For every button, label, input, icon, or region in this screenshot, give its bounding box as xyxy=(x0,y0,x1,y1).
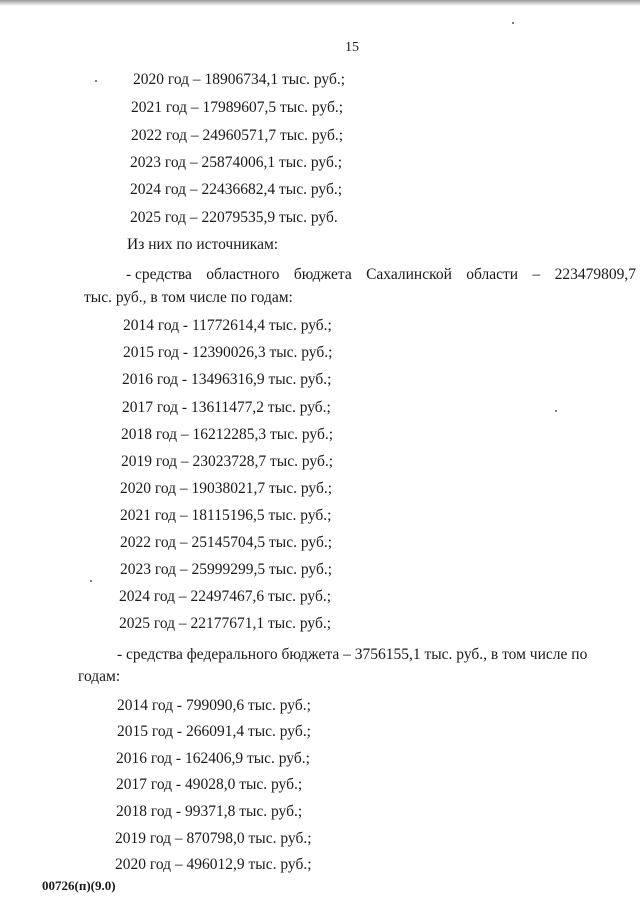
regional-year-line: 2019 год – 23023728,7 тыс. руб.; xyxy=(121,453,334,470)
regional-year-line: 2014 год - 11772614,4 тыс. руб.; xyxy=(123,317,332,334)
regional-year-line: 2015 год - 12390026,3 тыс. руб.; xyxy=(123,344,333,361)
federal-year-line: 2016 год - 162406,9 тыс. руб.; xyxy=(116,750,310,767)
federal-year-line: 2017 год - 49028,0 тыс. руб.; xyxy=(116,776,303,793)
federal-year-line: 2019 год – 870798,0 тыс. руб.; xyxy=(115,830,312,847)
scan-speck xyxy=(95,80,97,82)
scan-speck xyxy=(90,580,92,582)
total-year-line: 2020 год – 18906734,1 тыс. руб.; xyxy=(133,71,346,88)
sources-heading: Из них по источникам: xyxy=(127,236,279,253)
total-year-line: 2024 год – 22436682,4 тыс. руб.; xyxy=(130,181,343,198)
regional-budget-line2: тыс. руб., в том числе по годам: xyxy=(84,289,293,306)
regional-year-line: 2018 год – 16212285,3 тыс. руб.; xyxy=(121,426,334,443)
word: 223479809,7 xyxy=(554,266,636,283)
total-year-line: 2021 год – 17989607,5 тыс. руб.; xyxy=(131,99,344,116)
federal-year-line: 2018 год - 99371,8 тыс. руб.; xyxy=(116,803,303,820)
word: бюджета xyxy=(293,266,352,283)
word: областного xyxy=(206,266,280,283)
word: области xyxy=(466,266,519,283)
scan-speck xyxy=(512,22,514,24)
regional-year-line: 2023 год – 25999299,5 тыс. руб.; xyxy=(120,561,333,578)
regional-year-line: 2021 год – 18115196,5 тыс. руб.; xyxy=(120,507,332,524)
total-year-line: 2022 год – 24960571,7 тыс. руб.; xyxy=(131,127,344,144)
total-year-line: 2023 год – 25874006,1 тыс. руб.; xyxy=(130,154,343,171)
federal-year-line: 2014 год - 799090,6 тыс. руб.; xyxy=(117,697,311,714)
regional-year-line: 2017 год - 13611477,2 тыс. руб.; xyxy=(122,399,331,416)
scan-edge-shadow xyxy=(0,0,640,6)
federal-budget-line1: - средства федерального бюджета – 3756155,1 тыс. руб., в том числе по xyxy=(117,646,588,663)
word: - средства xyxy=(126,266,192,283)
word: – xyxy=(532,266,541,283)
page-number: 15 xyxy=(345,40,359,55)
regional-year-line: 2020 год – 19038021,7 тыс. руб.; xyxy=(120,480,333,497)
total-year-line: 2025 год – 22079535,9 тыс. руб. xyxy=(130,209,338,226)
federal-year-line: 2015 год - 266091,4 тыс. руб.; xyxy=(117,723,311,740)
federal-year-line: 2020 год – 496012,9 тыс. руб.; xyxy=(115,856,312,873)
federal-budget-line2: годам: xyxy=(78,668,121,685)
regional-budget-line1 xyxy=(126,265,636,285)
regional-year-line: 2025 год – 22177671,1 тыс. руб.; xyxy=(119,615,332,632)
scan-speck xyxy=(555,410,557,412)
regional-year-line: 2016 год - 13496316,9 тыс. руб.; xyxy=(122,371,332,388)
word: Сахалинской xyxy=(366,266,452,283)
regional-year-line: 2024 год – 22497467,6 тыс. руб.; xyxy=(119,588,332,605)
regional-year-line: 2022 год – 25145704,5 тыс. руб.; xyxy=(120,534,333,551)
footer-document-code: 00726(п)(9.0) xyxy=(42,878,116,893)
